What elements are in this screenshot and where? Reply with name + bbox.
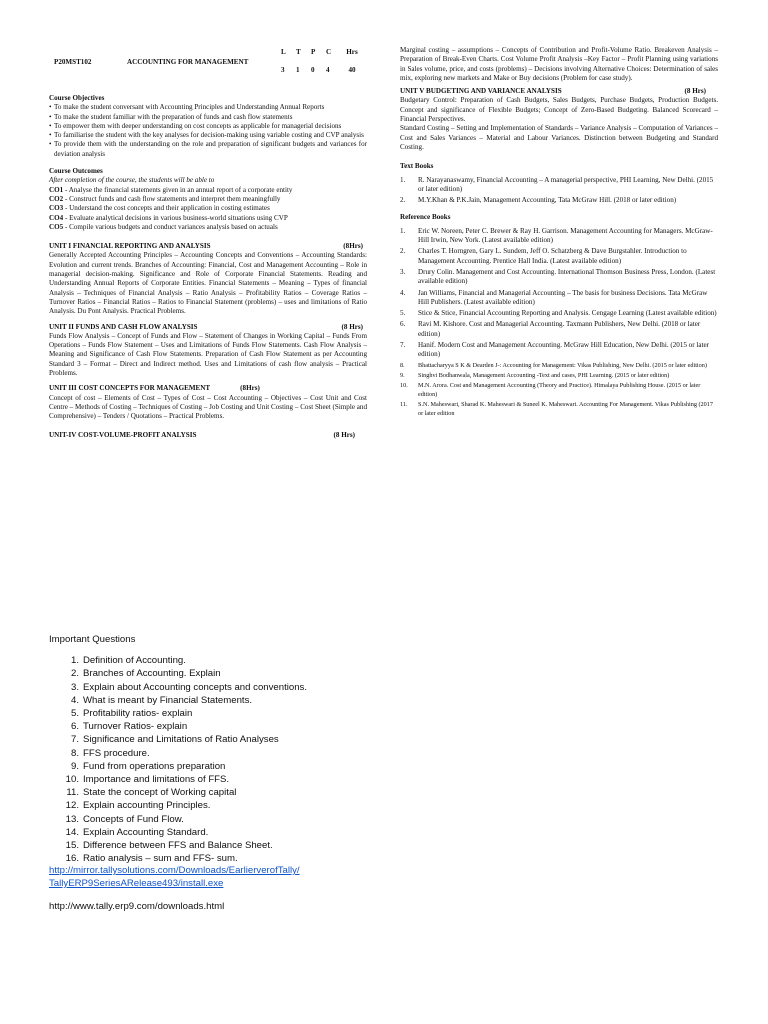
- reference-book-item: 7. Hanif. Modern Cost and Management Accounting. McGraw Hill Education, New Delhi. (2015 or later edition): [400, 341, 709, 359]
- text-book-item: 2. M.Y.Khan & P.K.Jain, Management Accounting, Tata McGraw Hill. (2018 or later edition): [400, 196, 677, 205]
- unit-1-content: Generally Accepted Accounting Principles – Accounting Concepts and Conventions – Accounting Standards: Evolution and current trends. Branches of Accounting: Financial, Cost and Management Accounting – Role in managerial decision-making. Significance and Role of Corporate Financial Statements. Reading and Understanding Annual Reports of Corporate Entities. Financial Statements – Meaning – Types of financial Analysis – Techniques of Financial Analysis – Ratio Analysis – Profitability Ratios – Coverage Ratios – Turnover Ratios – Financial Ratios – Ratios to Financial Statement (problems) – uses and limitations of Ratio Analysis. Du Pont Analysis. Practical Problems.: [49, 251, 367, 316]
- reference-books-title: Reference Books: [400, 213, 451, 222]
- objective-item: • To provide them with the understanding on the role and preparation of significant budgets and variances for deviation analysis: [49, 140, 367, 159]
- reference-book-item: 8. Bhattacharyya S K & Dearden J-: Accounting for Management: Vikas Publishing, New Delhi. (2015 or later edition): [400, 361, 707, 369]
- outcome-item: [49, 186, 367, 195]
- outcomes-title: Course Outcomes: [49, 167, 103, 176]
- question-item: 14. Explain Accounting Standard.: [65, 826, 209, 838]
- text-books-list: [400, 176, 718, 206]
- unit-title: UNIT II FUNDS AND CASH FLOW ANALYSIS: [49, 322, 198, 331]
- question-item: 3. Explain about Accounting concepts and conventions.: [70, 681, 308, 693]
- unit-hours: (8Hrs): [240, 384, 260, 393]
- unit-4-content: Marginal costing – assumptions – Concepts of Contribution and Profit-Volume Ratio. Breakeven Analysis – Preparation of Break-Even Charts. Cost Volume Profit Analysis –Key Factor – Profit Planning using variations in Sales volume, price, and costs (problems) – Decisions involving Alternative Choices: Determination of sales mix, exploring new markets and Make or Buy decisions (Problem for case study).: [400, 46, 718, 82]
- objective-item: • To make the student familiar with the preparation of funds and cash flow statements: [49, 113, 367, 122]
- question-item: 9. Fund from operations preparation: [70, 760, 226, 772]
- outcome-code: CO2: [49, 194, 64, 203]
- unit-4-heading: [49, 431, 367, 440]
- unit-5-heading: [400, 87, 718, 96]
- outcome-text: - Analyse the financial statements given in an annual report of a corporate entity: [63, 185, 293, 194]
- reference-books-list: [400, 227, 718, 418]
- outcome-text: - Compile various budgets and conduct variances analysis based on actuals: [63, 222, 278, 231]
- reference-book-item: 2. Charles T. Horngren, Gary L. Sundem, Jeff O. Schatzberg & Dave Burgstahler. Introduction to Management Accounting. Prentice Hall India. (Latest available edition): [400, 247, 687, 265]
- tally-installer-link[interactable]: http://mirror.tallysolutions.com/Downloads/EarlierverofTally/ TallyERP9SeriesARelease493/install.exe: [49, 865, 300, 889]
- outcome-code: CO3: [49, 204, 64, 213]
- outcome-text: - Understand the cost concepts and their application in costing estimates: [63, 204, 270, 213]
- question-item: 13. Concepts of Fund Flow.: [65, 813, 184, 825]
- ltpc-value: 0: [311, 66, 315, 74]
- unit-2-heading: [49, 323, 367, 332]
- reference-book-item: 1. Eric W. Noreen, Peter C. Brewer & Ray H. Garrison. Management Accounting for Managers. McGraw-Hill Irwin, New York. (Latest available edition): [400, 226, 713, 245]
- reference-book-item: 4. Jan Williams, Financial and Managerial Accounting – The basis for business Decisions. Tata McGraw Hill Publishers. (Latest available edition): [400, 288, 708, 306]
- question-item: 16. Ratio analysis – sum and FFS- sum.: [65, 853, 238, 865]
- ltpc-label: T: [296, 48, 301, 56]
- objective-item: • To make the student conversant with Accounting Principles and Understanding Annual Reports: [49, 103, 367, 112]
- unit-3-heading: [49, 384, 367, 393]
- ltpc-value: 3: [281, 66, 285, 74]
- question-item: 4. What is meant by Financial Statements.: [70, 694, 253, 706]
- unit-5-content-2: Standard Costing – Setting and Implementation of Standards – Variance Analysis – Computation of Variances – Cost and Sales Variances – Material and Labour Variances. Distinction between Budgeting and Standard Costing.: [400, 124, 718, 151]
- reference-book-item: 9. Singhvi Bodhanwala, Management Accounting -Text and cases, PHI Learning. (2015 or later edition): [400, 372, 670, 380]
- outcome-item: [49, 214, 367, 223]
- question-item: 10. Importance and limitations of FFS.: [65, 774, 230, 786]
- outcome-code: CO1: [49, 185, 64, 194]
- unit-title: UNIT V BUDGETING AND VARIANCE ANALYSIS: [400, 87, 562, 96]
- ltpc-values: [281, 66, 363, 75]
- outcomes-intro: After completion of the course, the students will be able to: [49, 176, 215, 185]
- outcome-code: CO4: [49, 213, 64, 222]
- ltpc-labels: [281, 48, 363, 57]
- course-code: P20MST102: [54, 58, 92, 66]
- unit-hours: (8 Hrs): [684, 87, 706, 96]
- important-questions-section: [49, 633, 449, 865]
- unit-1-heading: [49, 242, 367, 251]
- ltpc-value: 4: [326, 66, 330, 74]
- question-item: 2. Branches of Accounting. Explain: [70, 668, 221, 680]
- reference-book-item: 5. Stice & Stice, Financial Accounting Reporting and Analysis. Cengage Learning (Latest available edition): [400, 309, 717, 318]
- course-header: [49, 44, 367, 90]
- question-item: 11. State the concept of Working capital: [66, 787, 237, 799]
- course-title: ACCOUNTING FOR MANAGEMENT: [127, 58, 249, 66]
- objectives-list: [49, 103, 367, 159]
- ltpc-value: 1: [296, 66, 300, 74]
- reference-book-item: 3. Drury Colin. Management and Cost Accounting. International Thomson Business Press, London. (Latest available edition): [400, 267, 716, 286]
- ltpc-value: 40: [348, 66, 356, 74]
- objective-item: • To familiarise the student with the key analyses for decision-making using variable costing and CVP analysis: [49, 131, 367, 140]
- tally-downloads-url: http://www.tally.erp9.com/downloads.html: [49, 901, 225, 912]
- question-item: 12. Explain accounting Principles.: [65, 800, 211, 812]
- syllabus-right-column: [400, 46, 718, 420]
- ltpc-label: Hrs: [346, 48, 358, 56]
- outcome-code: CO5: [49, 222, 64, 231]
- reference-book-item: 6. Ravi M. Kishore. Cost and Managerial Accounting. Taxmann Publishers, New Delhi. (2018 or later edition): [400, 320, 701, 338]
- unit-title: UNIT III COST CONCEPTS FOR MANAGEMENT: [49, 384, 211, 393]
- question-item: 1. Definition of Accounting.: [70, 655, 186, 667]
- unit-title: UNIT I FINANCIAL REPORTING AND ANALYSIS: [49, 242, 211, 251]
- unit-hours: (8 Hrs): [333, 430, 355, 439]
- text-book-item: 1. R. Narayanaswamy, Financial Accounting – A managerial perspective, PHI Learning, New Delhi. (2015 or later edition): [400, 175, 714, 193]
- unit-5-content-1: Budgetary Control: Preparation of Cash Budgets, Sales Budgets, Purchase Budgets, Production Budgets. Concept and significance of Flexible Budgets; Concept of Zero-Based Budgeting. Balanced Scorecard – Financial Perspectives.: [400, 96, 718, 124]
- outcome-text: - Evaluate analytical decisions in various business-world situations using CVP: [63, 213, 288, 222]
- question-item: 8. FFS procedure.: [70, 747, 150, 759]
- unit-3-content: Concept of cost – Elements of Cost – Types of Cost – Cost Accounting – Objectives – Cost Unit and Cost Centre – Methods of Costing – Techniques of Costing – Job Costing and Unit Costing – Cost Sheet (Simple and Comprehensive) – Tenders / Quotations – Practical Problems.: [49, 393, 367, 421]
- questions-list: [49, 654, 449, 865]
- question-item: 5. Profitability ratios- explain: [70, 708, 193, 720]
- syllabus-left-column: [49, 44, 367, 440]
- outcome-item: [49, 223, 367, 232]
- question-item: 6. Turnover Ratios- explain: [70, 721, 188, 733]
- outcome-item: [49, 204, 367, 213]
- objectives-title: Course Objectives: [49, 94, 105, 102]
- outcome-item: [49, 195, 367, 204]
- text-books-title: Text Books: [400, 162, 434, 171]
- ltpc-label: P: [311, 48, 316, 56]
- ltpc-label: C: [326, 48, 332, 56]
- outcome-text: - Construct funds and cash flow statements and interpret them meaningfully: [63, 194, 281, 203]
- reference-book-item: 10. M.N. Arora. Cost and Management Accounting (Theory and Practice). Himalaya Publishing House. (2015 or later edition): [400, 382, 701, 398]
- unit-hours: (8 Hrs): [341, 322, 363, 331]
- unit-2-content: Funds Flow Analysis – Concept of Funds and Flow – Statement of Changes in Working Capital – Funds From Operations – Funds Flow Statement – Uses and Limitations of Funds Flow Statements. Cash Flow Analysis – Meaning and Significance of Cash Flow Statements. Preparation of Cash Flow Statement as per Accounting Standard 3 – Format – Direct and Indirect method. Uses and Limitations of cash flow analysis – Practical Problems.: [49, 331, 367, 378]
- unit-hours: (8Hrs): [343, 242, 363, 251]
- unit-title: UNIT-IV COST-VOLUME-PROFIT ANALYSIS: [49, 430, 197, 439]
- important-questions-title: Important Questions: [49, 634, 136, 645]
- ltpc-label: L: [281, 48, 286, 56]
- reference-book-item: 11. S.N. Maheswari, Sharad K. Maheswari & Suneel K. Maheswari. Accounting For Management. Vikas Publishing (2017 or later edition: [400, 401, 713, 417]
- question-item: 15. Difference between FFS and Balance Sheet.: [65, 840, 273, 852]
- download-links: [49, 864, 449, 913]
- question-item: 7. Significance and Limitations of Ratio Analyses: [70, 734, 279, 746]
- objective-item: • To empower them with deeper understanding on cost concepts as applicable for managerial decisions: [49, 122, 367, 131]
